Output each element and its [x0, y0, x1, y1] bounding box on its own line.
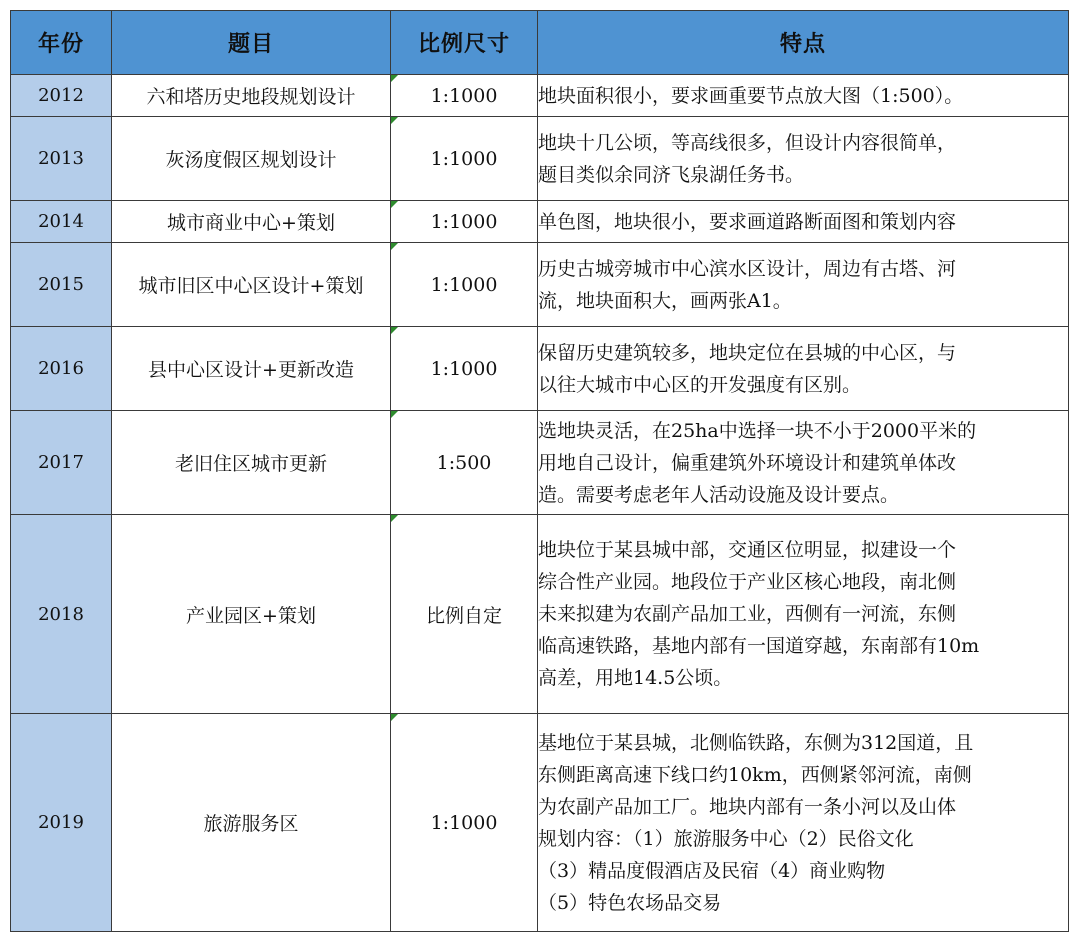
- year-cell: 2012: [11, 75, 112, 117]
- features-line: 题目类似余同济飞泉湖任务书。: [538, 163, 805, 186]
- table-row: [11, 75, 1069, 117]
- features-line: 为农副产品加工厂。地块内部有一条小河以及山体: [538, 795, 957, 818]
- year-cell: 2018: [11, 515, 112, 714]
- year-cell: 2017: [11, 411, 112, 515]
- title-cell: 城市商业中心+策划: [112, 201, 391, 243]
- features-line: 未来拟建为农副产品加工业，西侧有一河流，东侧: [538, 603, 957, 625]
- table-row: [11, 714, 1069, 932]
- features-line: 选地块灵活，在25ha中选择一块不小于2000平米的: [538, 419, 977, 442]
- features-line: 临高速铁路，基地内部有一国道穿越，东南部有10m: [538, 635, 980, 657]
- cell-corner-marker: [391, 201, 398, 208]
- features-line: 高差，用地14.5公顷。: [538, 667, 733, 689]
- cell-corner-marker: [391, 515, 398, 522]
- exam-topics-table: [10, 10, 1069, 932]
- features-line: （5）特色农场品交易: [538, 891, 722, 914]
- cell-corner-marker: [391, 714, 398, 721]
- table-row: [11, 515, 1069, 714]
- features-cell: [538, 327, 1069, 411]
- header-scale: 比例尺寸: [391, 11, 538, 75]
- year-cell: 2013: [11, 117, 112, 201]
- features-line: 流，地块面积大，画两张A1。: [538, 289, 792, 312]
- features-cell: [538, 411, 1069, 515]
- features-cell: [538, 201, 1069, 243]
- table-row: [11, 411, 1069, 515]
- header-row: [11, 11, 1069, 75]
- features-line: 地块十几公顷，等高线很多，但设计内容很简单，: [538, 131, 957, 154]
- scale-cell: 1:1000: [391, 327, 538, 411]
- scale-cell: 1:500: [391, 411, 538, 515]
- features-line: 东侧距离高速下线口约10km，西侧紧邻河流，南侧: [538, 763, 972, 786]
- year-cell: 2016: [11, 327, 112, 411]
- cell-corner-marker: [391, 75, 398, 82]
- table-row: [11, 327, 1069, 411]
- cell-corner-marker: [391, 411, 398, 418]
- features-cell: [538, 243, 1069, 327]
- year-cell: 2015: [11, 243, 112, 327]
- features-line: 单色图，地块很小，要求画道路断面图和策划内容: [538, 210, 957, 233]
- features-line: 保留历史建筑较多，地块定位在县城的中心区，与: [538, 341, 957, 364]
- title-cell: 灰汤度假区规划设计: [112, 117, 391, 201]
- features-line: 以往大城市中心区的开发强度有区别。: [538, 373, 862, 396]
- scale-cell: 1:1000: [391, 243, 538, 327]
- features-cell: [538, 75, 1069, 117]
- table-row: [11, 243, 1069, 327]
- features-line: 用地自己设计，偏重建筑外环境设计和建筑单体改: [538, 451, 957, 474]
- title-cell: 老旧住区城市更新: [112, 411, 391, 515]
- features-line: 基地位于某县城，北侧临铁路，东侧为312国道，且: [538, 731, 974, 754]
- features-line: 造。需要考虑老年人活动设施及设计要点。: [538, 483, 900, 506]
- title-cell: 城市旧区中心区设计+策划: [112, 243, 391, 327]
- title-cell: 产业园区+策划: [112, 515, 391, 714]
- title-cell: 县中心区设计+更新改造: [112, 327, 391, 411]
- title-cell: 旅游服务区: [112, 714, 391, 932]
- cell-corner-marker: [391, 327, 398, 334]
- table-row: [11, 201, 1069, 243]
- features-line: 地块位于某县城中部，交通区位明显，拟建设一个: [538, 539, 957, 561]
- features-cell: [538, 117, 1069, 201]
- table-row: [11, 117, 1069, 201]
- header-year: 年份: [11, 11, 112, 75]
- scale-cell: 比例自定: [391, 515, 538, 714]
- cell-corner-marker: [391, 117, 398, 124]
- year-cell: 2014: [11, 201, 112, 243]
- year-cell: 2019: [11, 714, 112, 932]
- scale-cell: 1:1000: [391, 75, 538, 117]
- features-line: 规划内容：（1）旅游服务中心（2）民俗文化: [538, 827, 914, 850]
- features-line: 历史古城旁城市中心滨水区设计，周边有古塔、河: [538, 257, 957, 280]
- header-features: 特点: [538, 11, 1069, 75]
- title-cell: 六和塔历史地段规划设计: [112, 75, 391, 117]
- features-line: 地块面积很小，要求画重要节点放大图（1:500）。: [538, 84, 964, 107]
- cell-corner-marker: [391, 243, 398, 250]
- scale-cell: 1:1000: [391, 117, 538, 201]
- features-cell: [538, 714, 1069, 932]
- features-line: （3）精品度假酒店及民宿（4）商业购物: [538, 859, 886, 882]
- features-cell: [538, 515, 1069, 714]
- scale-cell: 1:1000: [391, 201, 538, 243]
- scale-cell: 1:1000: [391, 714, 538, 932]
- features-line: 综合性产业园。地段位于产业区核心地段，南北侧: [538, 571, 957, 593]
- header-title: 题目: [112, 11, 391, 75]
